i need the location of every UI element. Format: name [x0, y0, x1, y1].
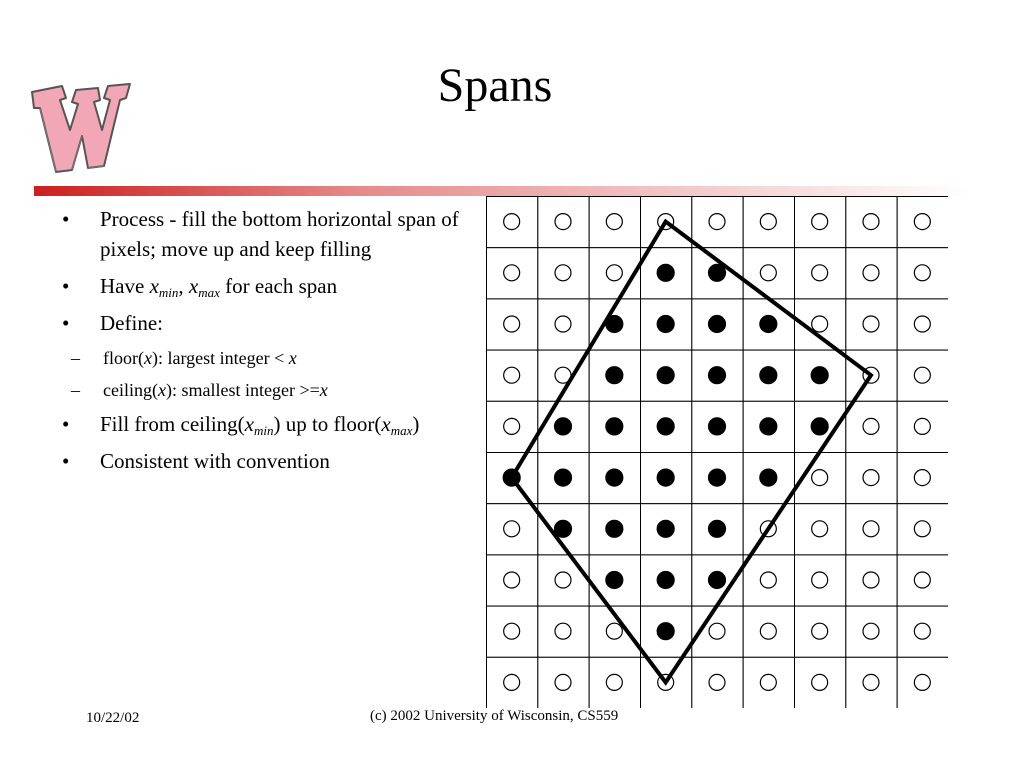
pixel-empty: [504, 316, 520, 332]
pixel-filled: [657, 264, 674, 281]
pixel-empty: [914, 316, 930, 332]
pixel-empty: [914, 367, 930, 383]
pixel-filled: [760, 367, 777, 384]
pixel-empty: [760, 674, 776, 690]
pixel-empty: [812, 623, 828, 639]
sub-bullet-ceiling: – ceiling(x): smallest integer >=x: [16, 377, 478, 403]
pixel-empty: [812, 674, 828, 690]
pixel-filled: [709, 316, 726, 333]
pixel-empty: [555, 674, 571, 690]
pixel-filled: [657, 316, 674, 333]
pixel-empty: [863, 265, 879, 281]
pixel-empty: [504, 214, 520, 230]
pixel-empty: [914, 265, 930, 281]
pixel-filled: [709, 469, 726, 486]
pixel-empty: [504, 265, 520, 281]
pixel-empty: [760, 214, 776, 230]
pixel-empty: [914, 418, 930, 434]
pixel-empty: [914, 521, 930, 537]
pixel-empty: [914, 572, 930, 588]
pixel-filled: [657, 623, 674, 640]
pixel-empty: [812, 316, 828, 332]
bullet-fill-from: • Fill from $ceiling(x_{min})$ up to $floor(x_{max})$: [58, 409, 478, 439]
pixel-filled: [709, 367, 726, 384]
pixel-empty: [914, 674, 930, 690]
pixel-filled: [555, 469, 572, 486]
pixel-empty: [914, 470, 930, 486]
sub-bullet-marker: –: [71, 380, 80, 400]
pixel-empty: [812, 572, 828, 588]
pixel-filled: [657, 469, 674, 486]
pixel-empty: [504, 572, 520, 588]
pixel-filled: [811, 367, 828, 384]
pixel-empty: [863, 674, 879, 690]
pixel-filled: [760, 469, 777, 486]
pixel-empty: [504, 418, 520, 434]
pixel-filled: [709, 418, 726, 435]
pixel-empty: [863, 623, 879, 639]
bullet-marker: •: [62, 274, 70, 298]
bullet-marker: •: [62, 449, 70, 473]
footer-date: 10/22/02: [86, 710, 140, 726]
bullet-list: [58, 204, 478, 483]
sub-bullet-marker: –: [71, 348, 80, 368]
pixel-empty: [606, 214, 622, 230]
pixel-empty: [606, 623, 622, 639]
pixel-filled: [606, 520, 623, 537]
bullet-have-xmin-xmax: • Have $x_{min}$, $x_{max}$ for each span: [58, 271, 478, 301]
pixel-empty: [863, 418, 879, 434]
sub-bullet-floor: – floor(x): largest integer < x: [16, 345, 478, 371]
pixel-empty: [504, 674, 520, 690]
bullet-consistent: • Consistent with convention: [58, 446, 478, 476]
pixel-empty: [863, 316, 879, 332]
title-divider: [34, 186, 970, 196]
pixel-empty: [760, 623, 776, 639]
pixel-empty: [555, 214, 571, 230]
pixel-filled: [709, 520, 726, 537]
pixel-empty: [914, 214, 930, 230]
pixel-empty: [555, 316, 571, 332]
pixel-empty: [812, 521, 828, 537]
pixel-filled: [606, 469, 623, 486]
pixel-filled: [709, 572, 726, 589]
pixel-filled: [606, 367, 623, 384]
pixel-empty: [812, 214, 828, 230]
footer-copyright: (c) 2002 University of Wisconsin, CS559: [370, 708, 619, 724]
slide-title: Spans: [437, 59, 553, 112]
pixel-empty: [709, 623, 725, 639]
pixel-filled: [606, 572, 623, 589]
pixel-grid-diagram: [486, 196, 948, 708]
pixel-empty: [812, 470, 828, 486]
pixel-empty: [914, 623, 930, 639]
pixel-empty: [555, 623, 571, 639]
bullet-marker: •: [62, 207, 70, 231]
pixel-empty: [863, 521, 879, 537]
bullet-marker: •: [62, 311, 70, 335]
pixel-empty: [863, 572, 879, 588]
pixel-empty: [760, 265, 776, 281]
pixel-filled: [606, 418, 623, 435]
pixel-empty: [709, 214, 725, 230]
pixel-filled: [657, 572, 674, 589]
pixel-empty: [555, 265, 571, 281]
pixel-filled: [760, 418, 777, 435]
pixel-filled: [811, 418, 828, 435]
pixel-empty: [504, 623, 520, 639]
pixel-empty: [504, 367, 520, 383]
pixel-empty: [863, 214, 879, 230]
pixel-empty: [606, 265, 622, 281]
pixel-empty: [504, 521, 520, 537]
pixel-empty: [606, 674, 622, 690]
bullet-marker: •: [62, 412, 70, 436]
pixel-filled: [555, 418, 572, 435]
pixel-filled: [657, 367, 674, 384]
pixel-empty: [812, 265, 828, 281]
pixel-empty: [863, 470, 879, 486]
bullet-define: • Define:: [58, 308, 478, 338]
pixel-empty: [709, 674, 725, 690]
pixel-filled: [760, 316, 777, 333]
pixel-filled: [657, 418, 674, 435]
pixel-filled: [657, 520, 674, 537]
bullet-process: • Process - fill the bottom horizontal span of pixels; move up and keep filling: [58, 204, 478, 264]
pixel-empty: [555, 572, 571, 588]
pixel-empty: [760, 572, 776, 588]
